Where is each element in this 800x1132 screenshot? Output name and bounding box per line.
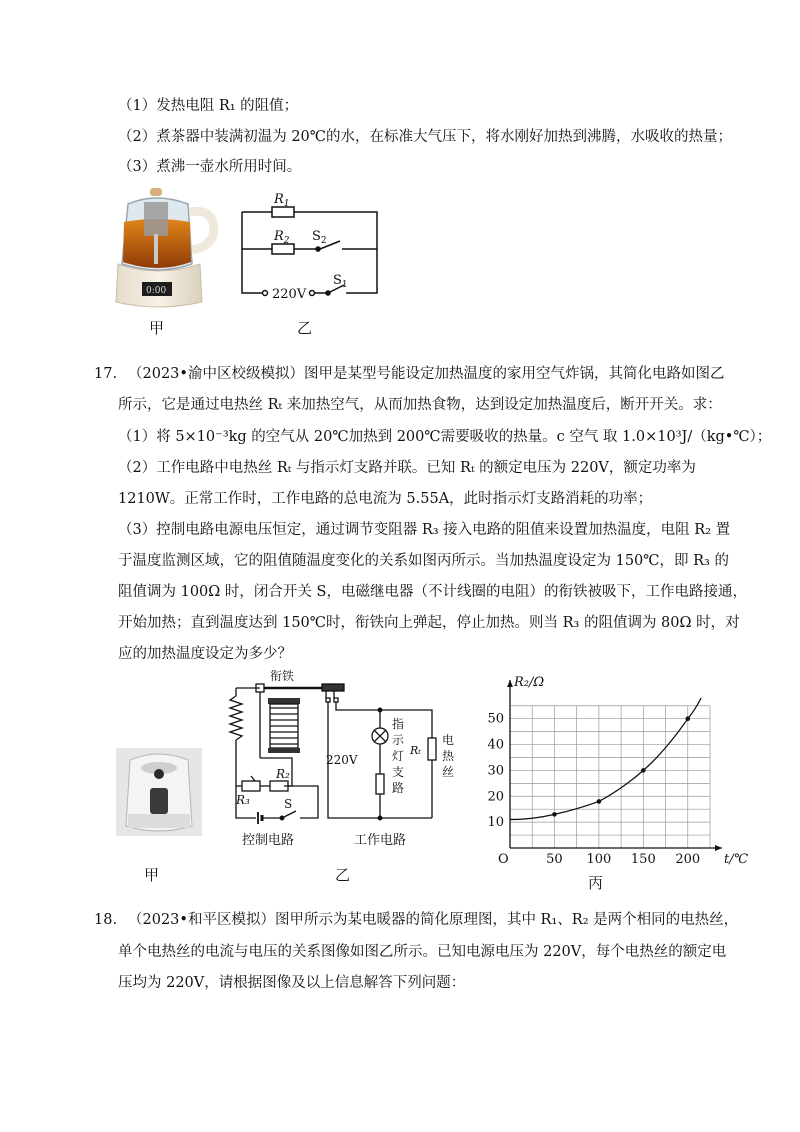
q18-number: 18. [94, 912, 118, 928]
x-axis-arrow [715, 845, 722, 851]
q17-line-3: （1）将 5×10⁻³kg 的空气从 20℃加热到 200℃需要吸收的热量。c 空气 取 1.0×10³J/（kg•℃）； [118, 429, 772, 445]
q17-line-2: 所示，它是通过电热丝 Rₜ 来加热空气，从而加热食物，达到设定加热温度后，断开开关。求： [118, 397, 722, 413]
data-point [641, 768, 646, 773]
lamp-branch-3: 灯 [392, 749, 405, 763]
x-tick-label: 50 [546, 852, 563, 867]
q17-line-9: 开始加热；直到温度达到 150℃时，衔铁向上弹起，停止加热。则当 R₃ 的阻值调为 80Ω 时，对 [118, 615, 740, 631]
q18-line-2: 单个电热丝的电流与电压的关系图像如图乙所示。已知电源电压为 220V，每个电热丝的额定电 [118, 944, 727, 960]
origin-label: O [498, 852, 509, 867]
q16-caption-yi: 乙 [297, 319, 313, 337]
armature-label: 衔铁 [270, 669, 295, 683]
r3-label: R₃ [236, 793, 250, 807]
q17-line-1: （2023•渝中区校级模拟）图甲是某型号能设定加热温度的家用空气炸锅，其简化电路如图乙 [128, 366, 725, 382]
q16-caption-jia: 甲 [149, 319, 165, 337]
relay-voltage-label: 220V [326, 753, 358, 767]
r2-label: $R_2$ [274, 229, 290, 246]
q17-caption-bing: 丙 [588, 874, 604, 892]
y-tick-label: 20 [487, 789, 504, 805]
x-tick-label: 150 [630, 852, 656, 867]
s2-label: $S_2$ [312, 229, 327, 246]
lamp-branch-4: 支 [392, 765, 405, 779]
air-fryer-photo [116, 748, 202, 836]
q16-circuit [236, 186, 386, 306]
data-point [685, 716, 690, 721]
s1-label: $S_1$ [333, 273, 348, 290]
x-tick-label: 100 [586, 852, 612, 867]
q17-line-8: 阻值调为 100Ω 时，闭合开关 S，电磁继电器（不计线圈的电阻）的衔铁被吸下，工作电路接通， [118, 584, 747, 600]
heater-1: 电 [442, 733, 455, 747]
q17-line-10: 应的加热温度设定为多少？ [118, 646, 292, 662]
q16-line-2: （2）煮茶器中装满初温为 20℃的水，在标准大气压下，将水刚好加热到沸腾，水吸收的热量； [118, 129, 733, 145]
tea-maker-photo [108, 186, 226, 314]
r1-label: $R_1$ [274, 192, 290, 209]
data-point [552, 812, 557, 817]
y-axis-arrow [507, 680, 513, 687]
lamp-branch-2: 示 [392, 733, 405, 747]
x-tick-label: 200 [675, 852, 701, 867]
q18-line-1: （2023•和平区模拟）图甲所示为某电暖器的简化原理图，其中 R₁、R₂ 是两个相同的电热丝， [128, 912, 739, 928]
q17-line-6: （3）控制电路电源电压恒定，通过调节变阻器 R₃ 接入电路的阻值来设置加热温度，电阻 R₂ 置 [118, 522, 731, 538]
y-tick-label: 10 [487, 815, 504, 831]
q18-line-3: 压均为 220V，请根据图像及以上信息解答下列问题： [118, 975, 466, 991]
work-circuit-label: 工作电路 [354, 833, 407, 848]
r2-temperature-chart [480, 672, 749, 872]
q17-caption-yi: 乙 [335, 866, 351, 884]
series-curve [510, 698, 701, 820]
q17-line-4: （2）工作电路中电热丝 Rₜ 与指示灯支路并联。已知 Rₜ 的额定电压为 220V，额定功率为 [118, 460, 696, 476]
y-tick-label: 30 [487, 763, 504, 779]
q17-relay-circuit [222, 668, 462, 856]
q16-line-3: （3）煮沸一壶水所用时间。 [118, 159, 302, 175]
rt-label: Rₜ [410, 744, 421, 757]
q17-caption-jia: 甲 [144, 866, 160, 884]
voltage-label: 220V [272, 287, 307, 302]
y-axis-label: R₂/Ω [514, 675, 545, 690]
data-point [597, 799, 602, 804]
switch-label: S [284, 797, 293, 811]
q16-line-1: （1）发热电阻 R₁ 的阻值； [118, 98, 299, 114]
q17-number: 17. [94, 366, 118, 382]
q17-line-5: 1210W。正常工作时，工作电路的总电流为 5.55A，此时指示灯支路消耗的功率； [118, 491, 653, 507]
lamp-branch-1: 指 [392, 717, 405, 731]
q17-line-7: 于温度监测区域，它的阻值随温度变化的关系如图丙所示。当加热温度设定为 150℃，即 R₃ 的 [118, 553, 729, 569]
control-circuit-label: 控制电路 [242, 833, 295, 848]
display-text: 0:00 [146, 286, 167, 296]
y-tick-label: 50 [487, 711, 504, 727]
r2-relay-label: R₂ [276, 767, 290, 781]
x-axis-label: t/℃ [724, 852, 749, 867]
heater-2: 热 [442, 749, 455, 763]
lamp-branch-5: 路 [392, 781, 405, 795]
heater-3: 丝 [442, 765, 455, 779]
y-tick-label: 40 [487, 737, 504, 753]
